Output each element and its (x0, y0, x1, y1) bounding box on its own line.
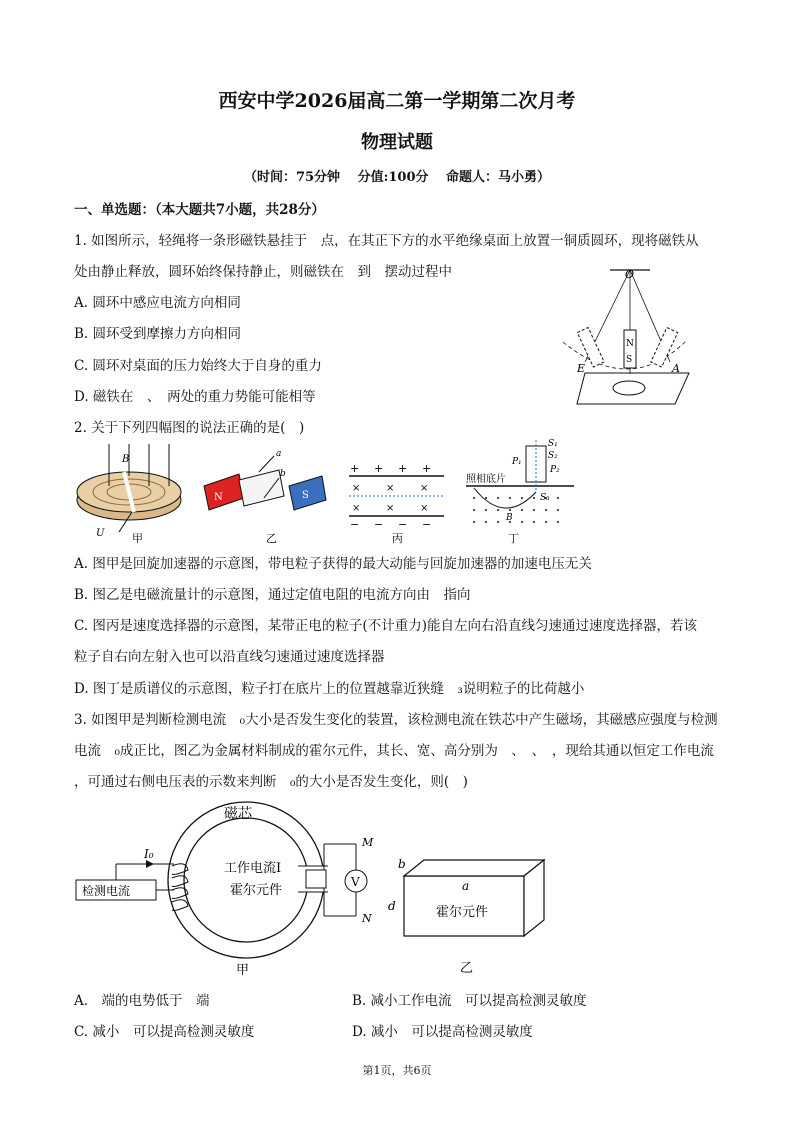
voltmeter-label: V (351, 875, 360, 889)
q2-option-c-line2: 粒子自右向左射入也可以沿直线匀速通过速度选择器 (74, 649, 385, 665)
q1-option-b: B. 圆环受到摩擦力方向相同 (74, 326, 242, 342)
label-film: 照相底片 (466, 474, 506, 485)
minus-2: − (374, 518, 384, 531)
subject-title: 物理试题 (361, 132, 433, 153)
q3-fig-jia (74, 798, 394, 980)
fig-yi-flowmeter (204, 449, 326, 545)
q3-option-d: D. 减小 可以提高检测灵敏度 (352, 1024, 533, 1040)
q2-option-b: B. 图乙是电磁流量计的示意图，通过定值电阻的电流方向由 指向 (74, 587, 471, 603)
q2-option-a: A. 图甲是回旋加速器的示意图，带电粒子获得的最大动能与回旋加速器的加速电压无关 (74, 556, 592, 572)
label-s1: S₁ (548, 439, 558, 449)
minus-3: − (398, 518, 408, 531)
cross-6: × (420, 503, 429, 514)
label-bd: B (506, 513, 513, 523)
fig-ding-spectrometer (466, 439, 574, 545)
plus-4: + (422, 462, 432, 475)
label-a2: a (276, 449, 282, 459)
label-s2: S₂ (548, 451, 558, 461)
q2-stem: 2. 关于下列四幅图的说法正确的是( ) (74, 420, 305, 436)
caption-jia: 甲 (132, 532, 143, 545)
q3-stem-line2: 电流 ₀成正比，图乙为金属材料制成的霍尔元件，其长、宽、高分别为 、 、 ，现给其通以恒定工作电流 (74, 743, 714, 759)
cross-4: × (352, 503, 361, 514)
label-hall2: 霍尔元件 (436, 905, 489, 920)
label-e: E (577, 362, 586, 375)
label-a: A (672, 362, 680, 375)
q3-stem-line1: 3. 如图甲是判断检测电流 ₀大小是否发生变化的装置，该检测电流在铁芯中产生磁场，其磁感应强度与检测 (74, 712, 718, 728)
label-p2: P₂ (550, 465, 560, 475)
label-p1: P₁ (512, 457, 522, 467)
caption-yi: 乙 (266, 532, 277, 545)
q2-figures (74, 436, 594, 546)
q3-option-a: A. 端的电势低于 端 (74, 993, 210, 1009)
label-s2: S (302, 490, 309, 501)
label-s3: S₃ (540, 493, 550, 503)
fig-bing-selector (349, 462, 444, 545)
plus-2: + (374, 462, 384, 475)
q2-option-d: D. 图丁是质谱仪的示意图，粒子打在底片上的位置越靠近狭缝 ₃说明粒子的比荷越小 (74, 681, 585, 697)
q2-option-c-line1: C. 图丙是速度选择器的示意图，某带正电的粒子(不计重力)能自左向右沿直线匀速通过速度选择器，若该 (74, 618, 697, 634)
plus-1: + (350, 462, 360, 475)
page-footer: 第1页，共6页 (362, 1064, 432, 1077)
minus-4: − (422, 518, 432, 531)
q3-option-c: C. 减小 可以提高检测灵敏度 (74, 1024, 255, 1040)
q1-option-a: A. 圆环中感应电流方向相同 (74, 295, 241, 311)
caption-q3-yi: 乙 (460, 961, 474, 976)
fig-jia-cyclotron (77, 444, 181, 545)
label-b2: b (280, 469, 286, 479)
label-u: U (96, 528, 105, 539)
label-o: O (625, 268, 635, 281)
q1-option-d: D. 磁铁在 、 两处的重力势能可能相等 (74, 389, 316, 405)
label-work: 工作电流I (224, 861, 282, 876)
label-n2: N (214, 492, 223, 503)
q1-option-c: C. 圆环对桌面的压力始终大于自身的重力 (74, 358, 322, 374)
q3-stem-line3: ，可通过右侧电压表的示数来判断 ₀的大小是否发生变化，则( ) (74, 774, 468, 790)
label-a3: a (462, 879, 470, 893)
cross-3: × (420, 483, 429, 494)
label-hall: 霍尔元件 (230, 883, 283, 898)
label-n: N (626, 339, 634, 349)
caption-bing: 丙 (392, 532, 403, 545)
label-i0: I₀ (144, 847, 154, 861)
exam-meta: （时间：75分钟 分值:100分 命题人：马小勇） (243, 170, 551, 185)
minus-1: − (350, 518, 360, 531)
label-d3: d (388, 899, 396, 913)
q3-fig-yi (380, 850, 560, 978)
cross-2: × (386, 483, 395, 494)
cross-5: × (386, 503, 395, 514)
q3-option-b: B. 减小工作电流 可以提高检测灵敏度 (352, 993, 587, 1009)
exam-title: 西安中学2026届高二第一学期第二次月考 (218, 90, 576, 112)
label-s: S (626, 355, 633, 365)
caption-q3-jia: 甲 (236, 963, 250, 978)
label-b: B (122, 454, 130, 465)
plus-3: + (398, 462, 408, 475)
label-m: M (362, 836, 374, 849)
label-n3: N (362, 912, 372, 925)
cross-1: × (352, 483, 361, 494)
q1-pendulum-figure (555, 262, 695, 410)
q1-stem-line1: 1. 如图所示，轻绳将一条形磁铁悬挂于 点，在其正下方的水平绝缘桌面上放置一铜质圆环，现将磁铁从 (74, 233, 699, 249)
caption-ding: 丁 (508, 532, 519, 545)
label-detect: 检测电流 (82, 884, 131, 898)
label-core: 磁芯 (224, 806, 252, 822)
q1-stem-line2: 处由静止释放，圆环始终保持静止，则磁铁在 到 摆动过程中 (74, 264, 452, 280)
label-b3: b (398, 857, 406, 871)
section-heading: 一、单选题：（本大题共7小题，共28分） (74, 202, 325, 218)
